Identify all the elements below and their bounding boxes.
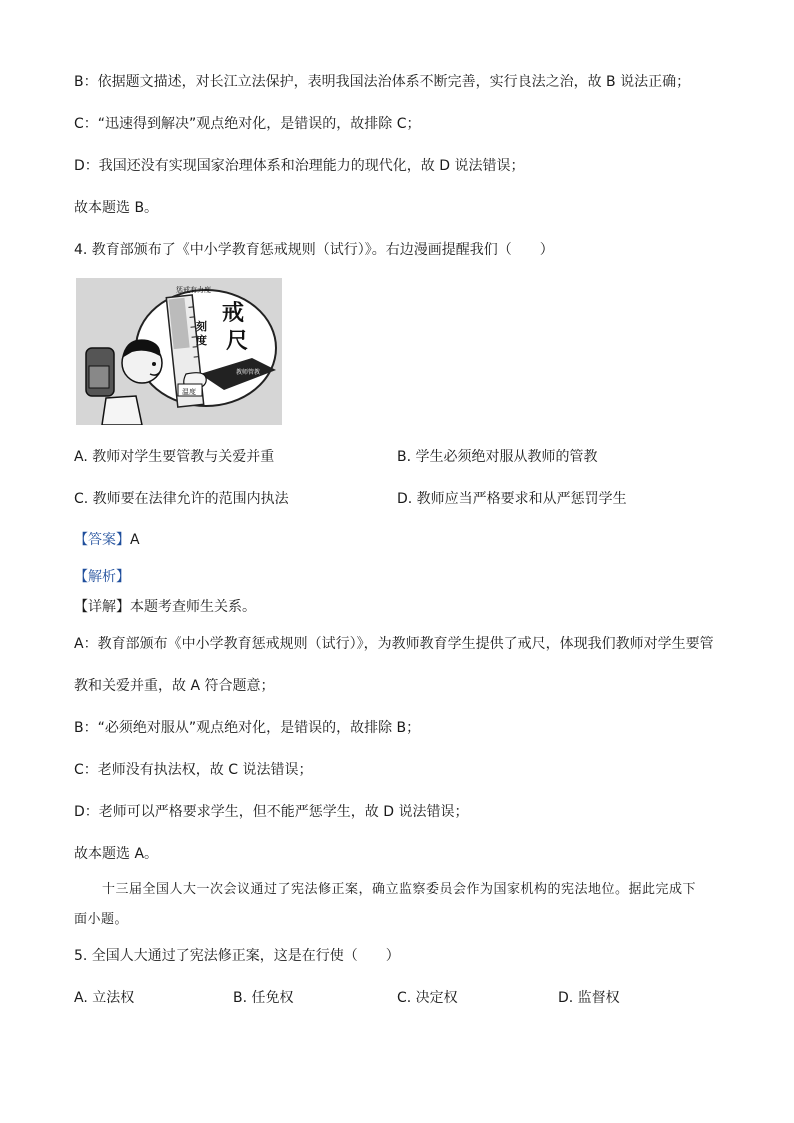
answer-tag: 【答案】	[74, 532, 130, 548]
analysis-d: D：老师可以严格要求学生，但不能严惩学生，故 D 说法错误；	[74, 804, 469, 820]
svg-text:刻: 刻	[196, 320, 207, 333]
q5-option-d: D. 监督权	[558, 990, 620, 1006]
q4-option-a: A. 教师对学生要管教与关爱并重	[74, 449, 275, 465]
svg-text:尺: 尺	[226, 329, 249, 354]
q5-option-c: C. 决定权	[397, 990, 458, 1006]
explanation-c: C：“迅速得到解决”观点绝对化，是错误的，故排除 C；	[74, 116, 421, 132]
svg-text:教师管教: 教师管教	[236, 369, 261, 376]
answer-line	[74, 530, 140, 550]
q4-option-d: D. 教师应当严格要求和从严惩罚学生	[397, 491, 627, 507]
explanation-b: B：依据题文描述，对长江立法保护，表明我国法治体系不断完善，实行良法之治，故 B 说法正确；	[74, 74, 691, 90]
svg-text:戒: 戒	[222, 301, 245, 326]
answer-value: A	[130, 532, 140, 548]
context-line1: 十三届全国人大一次会议通过了宪法修正案，确立监察委员会作为国家机构的宪法地位。据此完成下	[102, 882, 697, 897]
q5-option-a: A. 立法权	[74, 990, 135, 1006]
q4-option-b: B. 学生必须绝对服从教师的管教	[397, 449, 598, 465]
q5-option-b: B. 任免权	[233, 990, 294, 1006]
svg-text:惩戒有力度: 惩戒有力度	[176, 286, 211, 294]
conclusion-q3: 故本题选 B。	[74, 200, 159, 216]
svg-text:温度: 温度	[182, 388, 196, 396]
explanation-d: D：我国还没有实现国家治理体系和治理能力的现代化，故 D 说法错误；	[74, 158, 525, 174]
svg-text:度: 度	[196, 334, 207, 347]
question-5: 5. 全国人大通过了宪法修正案，这是在行使（ ）	[74, 948, 400, 964]
conclusion-q4: 故本题选 A。	[74, 846, 159, 862]
ruler-cartoon-svg	[76, 278, 282, 425]
analysis-a-line2: 教和关爱并重，故 A 符合题意；	[74, 678, 275, 694]
detail-line: 【详解】本题考查师生关系。	[74, 599, 256, 615]
cartoon-image	[76, 278, 282, 425]
question-4: 4. 教育部颁布了《中小学教育惩戒规则（试行）》。右边漫画提醒我们（ ）	[74, 242, 554, 258]
context-line2: 面小题。	[74, 912, 129, 927]
analysis-tag: 【解析】	[74, 569, 130, 585]
analysis-b: B：“必须绝对服从”观点绝对化，是错误的，故排除 B；	[74, 720, 421, 736]
analysis-a-line1: A：教育部颁布《中小学教育惩戒规则（试行）》，为教师教育学生提供了戒尺，体现我们教师对学生要管	[74, 636, 714, 652]
analysis-c: C：老师没有执法权，故 C 说法错误；	[74, 762, 313, 778]
q4-option-c: C. 教师要在法律允许的范围内执法	[74, 491, 289, 507]
